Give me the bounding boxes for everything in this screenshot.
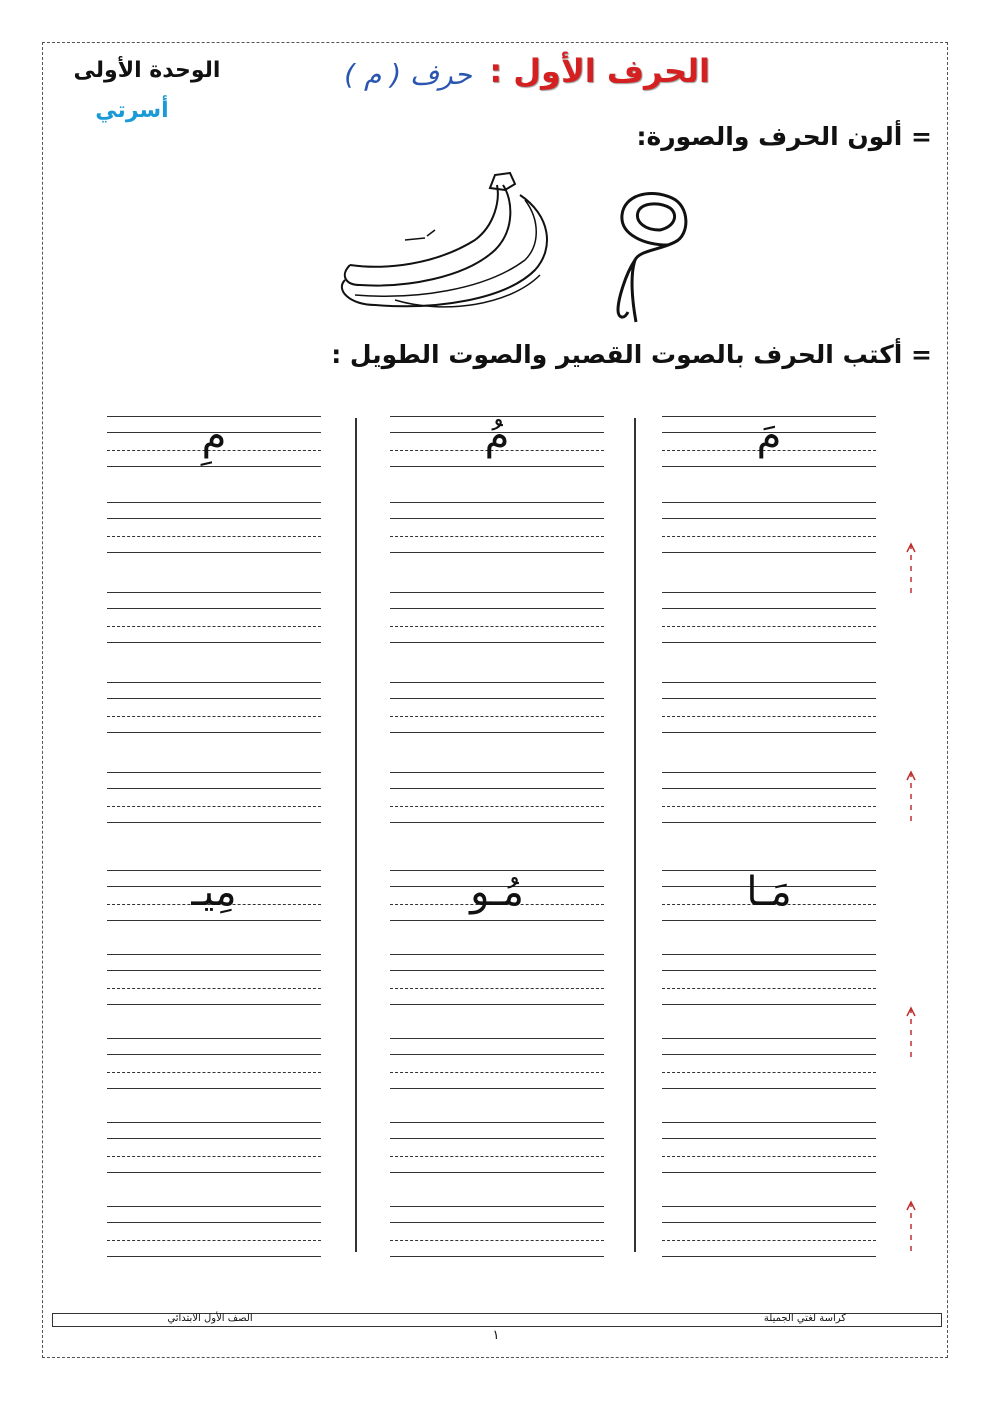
color-instruction: = ألون الحرف والصورة: xyxy=(636,122,932,151)
direction-arrow-icon xyxy=(904,540,918,600)
writing-line-group xyxy=(390,772,604,824)
writing-line-group xyxy=(662,870,876,922)
short-vowel-damma: مُ xyxy=(484,413,510,459)
writing-line-group xyxy=(662,1038,876,1090)
writing-line-group xyxy=(390,1122,604,1174)
column-divider xyxy=(355,418,357,1252)
writing-line-group xyxy=(107,1122,321,1174)
writing-line-group xyxy=(662,954,876,1006)
family-label: أسرتي xyxy=(95,98,169,123)
writing-line-group xyxy=(662,772,876,824)
direction-arrow-icon xyxy=(904,1004,918,1064)
writing-line-group xyxy=(390,592,604,644)
writing-line-group xyxy=(390,1206,604,1258)
page-number: ١ xyxy=(492,1328,500,1343)
writing-line-group xyxy=(662,502,876,554)
writing-line-group xyxy=(662,1122,876,1174)
direction-arrow-icon xyxy=(904,768,918,828)
writing-line-group xyxy=(107,870,321,922)
writing-line-group xyxy=(662,682,876,734)
writing-line-group xyxy=(107,772,321,824)
banana-image xyxy=(335,170,560,315)
unit-label: الوحدة الأولى xyxy=(73,58,221,83)
footer-grade: الصف الأول الابتدائي xyxy=(167,1313,253,1324)
writing-line-group xyxy=(390,1038,604,1090)
letter-outline xyxy=(590,150,710,330)
write-instruction: = أكتب الحرف بالصوت القصير والصوت الطويل : xyxy=(331,340,932,369)
writing-line-group xyxy=(662,592,876,644)
direction-arrow-icon xyxy=(904,1198,918,1258)
writing-line-group xyxy=(107,1206,321,1258)
writing-line-group xyxy=(107,1038,321,1090)
writing-line-group xyxy=(390,954,604,1006)
writing-line-group xyxy=(390,682,604,734)
writing-line-group xyxy=(107,954,321,1006)
writing-line-group xyxy=(107,413,321,468)
column-divider xyxy=(634,418,636,1252)
long-vowel-alif: مَـا xyxy=(746,869,792,915)
writing-line-group xyxy=(390,502,604,554)
writing-line-group xyxy=(107,682,321,734)
writing-line-group xyxy=(390,870,604,922)
page-subtitle: حرف ( م ) xyxy=(344,58,472,91)
long-vowel-ya: مِيـ xyxy=(191,869,237,915)
short-vowel-fatha: مَ xyxy=(756,413,782,459)
writing-line-group xyxy=(662,413,876,468)
long-vowel-waw: مُـو xyxy=(470,869,524,915)
writing-line-group xyxy=(107,502,321,554)
writing-line-group xyxy=(390,413,604,468)
page-title: الحرف الأول : xyxy=(489,52,710,90)
writing-line-group xyxy=(662,1206,876,1258)
footer-book-title: كراسة لغتي الجميلة xyxy=(763,1313,847,1324)
short-vowel-kasra: مِ xyxy=(201,413,227,459)
writing-line-group xyxy=(107,592,321,644)
